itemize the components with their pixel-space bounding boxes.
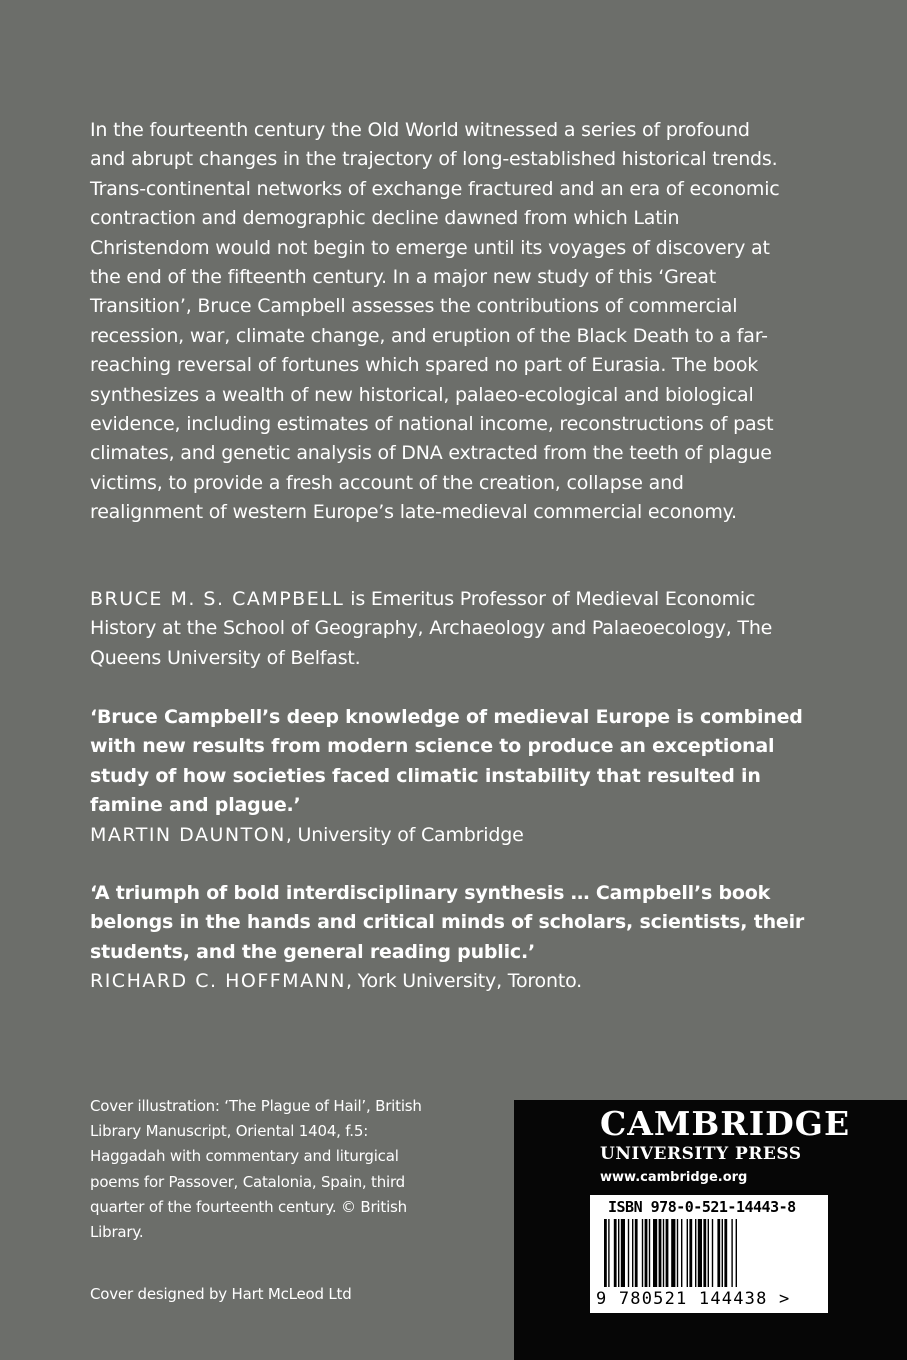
barcode-bar [681,1219,682,1287]
barcode-bar [635,1219,638,1287]
publisher-block [514,1100,907,1360]
barcode-bar [717,1219,720,1287]
cover-illustration-credit: Cover illustration: ‘The Plague of Hail’, British Library Manuscript, Oriental 1404, f.5: Haggadah with commentary and liturgical poems for Passover, Catalonia, Spain, third quarter of the fourteenth century. © British Library. [90,1097,422,1242]
barcode-bar [671,1219,675,1287]
barcode-bar [628,1219,629,1287]
barcode-bar [703,1219,706,1287]
cover-designer-credit: Cover designed by Hart McLeod Ltd [90,1285,352,1303]
barcode [590,1195,828,1313]
barcode-bar [666,1219,669,1287]
endorser-affiliation: , York University, Toronto. [346,970,583,993]
barcode-bar [722,1219,723,1287]
publisher-url: www.cambridge.org [600,1170,748,1185]
barcode-bar [608,1219,609,1287]
barcode-bar [614,1219,617,1287]
barcode-bar [687,1219,688,1287]
author-bio [90,585,790,673]
isbn-label: ISBN 978-0-521-14443-8 [608,1198,796,1216]
barcode-bar [712,1219,713,1287]
barcode-bar [724,1219,727,1287]
endorsement-attribution [90,967,810,996]
barcode-bar [642,1219,643,1287]
barcode-bar [649,1219,650,1287]
author-bio-text: is Emeritus Professor of Medieval Economic History at the School of Geography, Archaeology and Palaeoecology, The Queens University of Belfast. [90,588,773,669]
barcode-bar [604,1219,607,1287]
endorsement-quote: ‘Bruce Campbell’s deep knowledge of medieval Europe is combined with new results from modern science to produce an exceptional study of how societies faced climatic instability that resulted in famine and plague.’ [90,706,803,817]
barcode-bar [736,1219,737,1287]
barcode-bar [632,1219,633,1287]
book-description: In the fourteenth century the Old World witnessed a series of profound and abrupt changes in the trajectory of long-established historical trends. Trans-continental networks of exchange fractured and an era of economic contraction and demographic decline dawned from which Latin Christendom would not begin to emerge until its voyages of discovery at the end of the fifteenth century. In a major new study of this ‘Great Transition’, Bruce Campbell assesses the contributions of commercial recession, war, climate change, and eruption of the Black Death to a far-reaching reversal of fortunes which spared no part of Eurasia. The book synthesizes a wealth of new historical, palaeo-ecological and biological evidence, including estimates of national income, reconstructions of past climates, and genetic analysis of DNA extracted from the teeth of plague victims, to provide a fresh account of the creation, collapse and realignment of western Europe’s late-medieval commercial economy. [90,119,780,524]
barcode-bar [621,1219,625,1287]
barcode-bar [653,1219,657,1287]
endorsement [90,879,810,997]
publisher-subtitle: UNIVERSITY PRESS [600,1144,802,1164]
endorsement-quote: ‘A triumph of bold interdisciplinary synthesis … Campbell’s book belongs in the hands and critical minds of scholars, scientists, their students, and the general reading public.’ [90,882,805,963]
endorser-name: MARTIN DAUNTON [90,823,286,846]
author-name: BRUCE M. S. CAMPBELL [90,588,345,610]
ean-digits: 9 780521 144438 > [596,1289,791,1309]
barcode-bar [663,1219,664,1287]
barcode-bar [659,1219,662,1287]
endorser-name: RICHARD C. HOFFMANN [90,970,346,993]
barcode-bar [698,1219,702,1287]
publisher-name: CAMBRIDGE [600,1104,851,1143]
barcode-bar [618,1219,619,1287]
barcode-bars [604,1219,816,1287]
endorser-affiliation: , University of Cambridge [285,823,524,846]
barcode-bar [731,1219,732,1287]
barcode-bar [695,1219,696,1287]
endorsement-attribution [90,821,810,850]
endorsement [90,703,810,850]
barcode-bar [677,1219,678,1287]
barcode-bar [689,1219,692,1287]
barcode-bar [708,1219,709,1287]
barcode-bar [645,1219,648,1287]
